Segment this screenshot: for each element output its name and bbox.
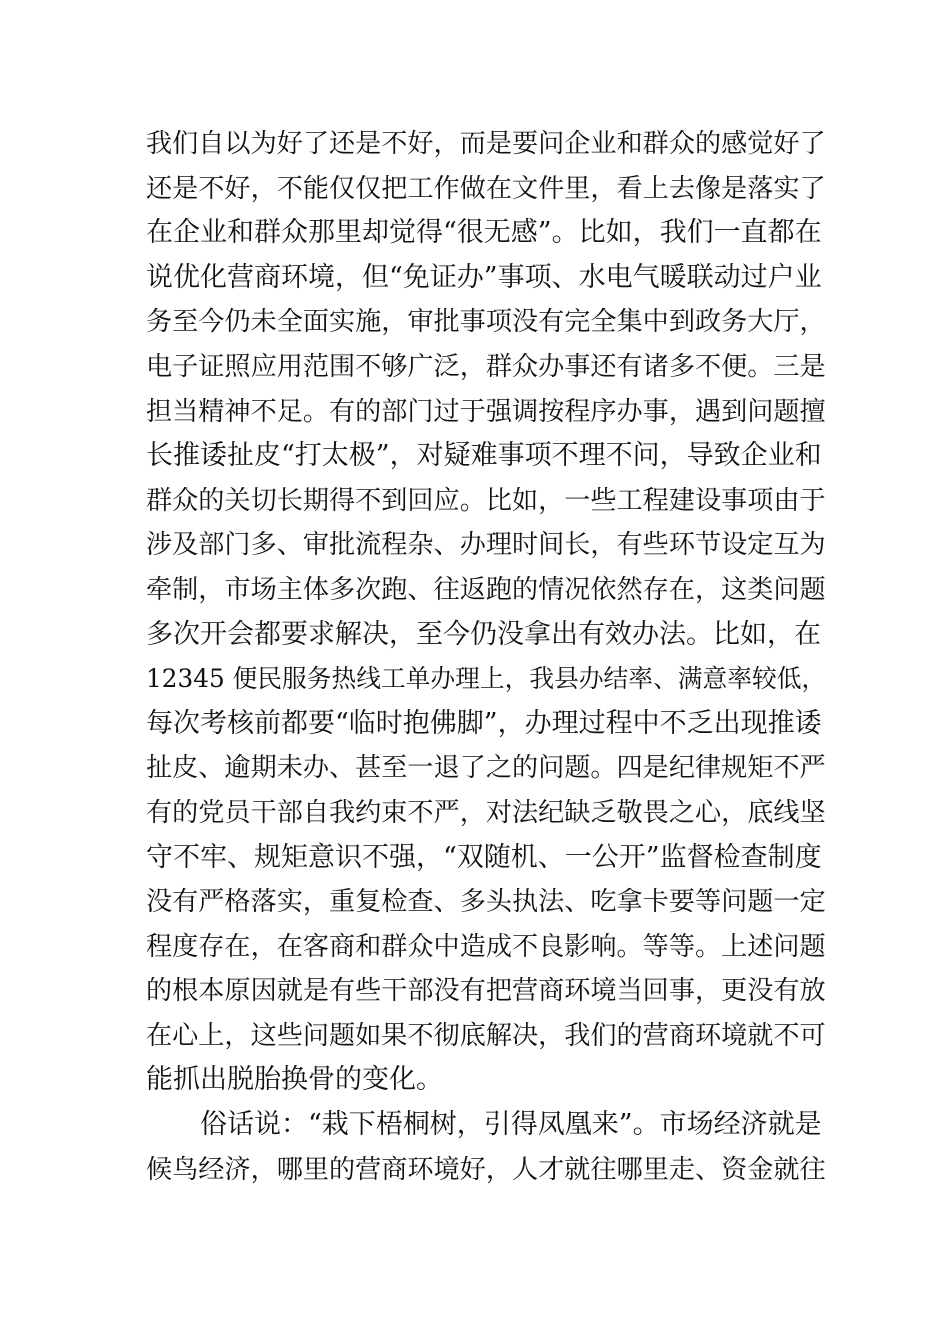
text-line: 群众的关切长期得不到回应。比如，一些工程建设事项由于 xyxy=(146,485,826,516)
text-line: 还是不好，不能仅仅把工作做在文件里，看上去像是落实了 xyxy=(146,173,826,204)
text-line: 俗话说：“栽下梧桐树，引得凤凰来”。市场经济就是 xyxy=(200,1109,822,1141)
text-line: 务至今仍未全面实施，审批事项没有完全集中到政务大厅， xyxy=(146,307,826,338)
text-line: 我们自以为好了还是不好，而是要问企业和群众的感觉好了 xyxy=(146,129,826,159)
text-line: 涉及部门多、审批流程杂、办理时间长，有些环节设定互为 xyxy=(146,530,826,561)
text-line: 守不牢、规矩意识不强，“双随机、一公开”监督检查制度 xyxy=(146,841,822,873)
text-line: 在心上，这些问题如果不彻底解决，我们的营商环境就不可 xyxy=(146,1020,826,1051)
text-line: 的根本原因就是有些干部没有把营商环境当回事，更没有放 xyxy=(146,976,826,1007)
text-line: 说优化营商环境，但“免证办”事项、水电气暖联动过户业 xyxy=(146,261,822,293)
document-body xyxy=(146,122,826,1192)
text-line: 担当精神不足。有的部门过于强调按程序办事，遇到问题擅 xyxy=(146,396,826,427)
text-line: 能抓出脱胎换骨的变化。 xyxy=(146,1064,443,1096)
text-line: 电子证照应用范围不够广泛，群众办事还有诸多不便。三是 xyxy=(146,351,826,382)
text-line: 长推诿扯皮“打太极”，对疑难事项不理不问，导致企业和 xyxy=(146,440,822,472)
paragraph-2 xyxy=(146,1103,826,1192)
text-line: 程度存在，在客商和群众中造成不良影响。等等。上述问题 xyxy=(146,931,826,962)
text-line: 有的党员干部自我约束不严，对法纪缺乏敬畏之心，底线坚 xyxy=(146,797,826,828)
text-line: 没有严格落实，重复检查、多头执法、吃拿卡要等问题一定 xyxy=(146,887,826,918)
paragraph-1 xyxy=(146,122,826,1103)
text-line: 牵制，市场主体多次跑、往返跑的情况依然存在，这类问题 xyxy=(146,574,826,605)
text-line: 候鸟经济，哪里的营商环境好，人才就往哪里走、资金就往 xyxy=(146,1154,826,1185)
text-line: 每次考核前都要“临时抱佛脚”，办理过程中不乏出现推诿 xyxy=(146,707,822,739)
text-line: 在企业和群众那里却觉得“很无感”。比如，我们一直都在 xyxy=(146,217,822,249)
text-line: 多次开会都要求解决，至今仍没拿出有效办法。比如，在 xyxy=(146,618,821,650)
text-line: 12345 便民服务热线工单办理上，我县办结率、满意率较低， xyxy=(146,664,827,694)
text-line: 扯皮、逾期未办、甚至一退了之的问题。四是纪律规矩不严 xyxy=(146,753,826,784)
